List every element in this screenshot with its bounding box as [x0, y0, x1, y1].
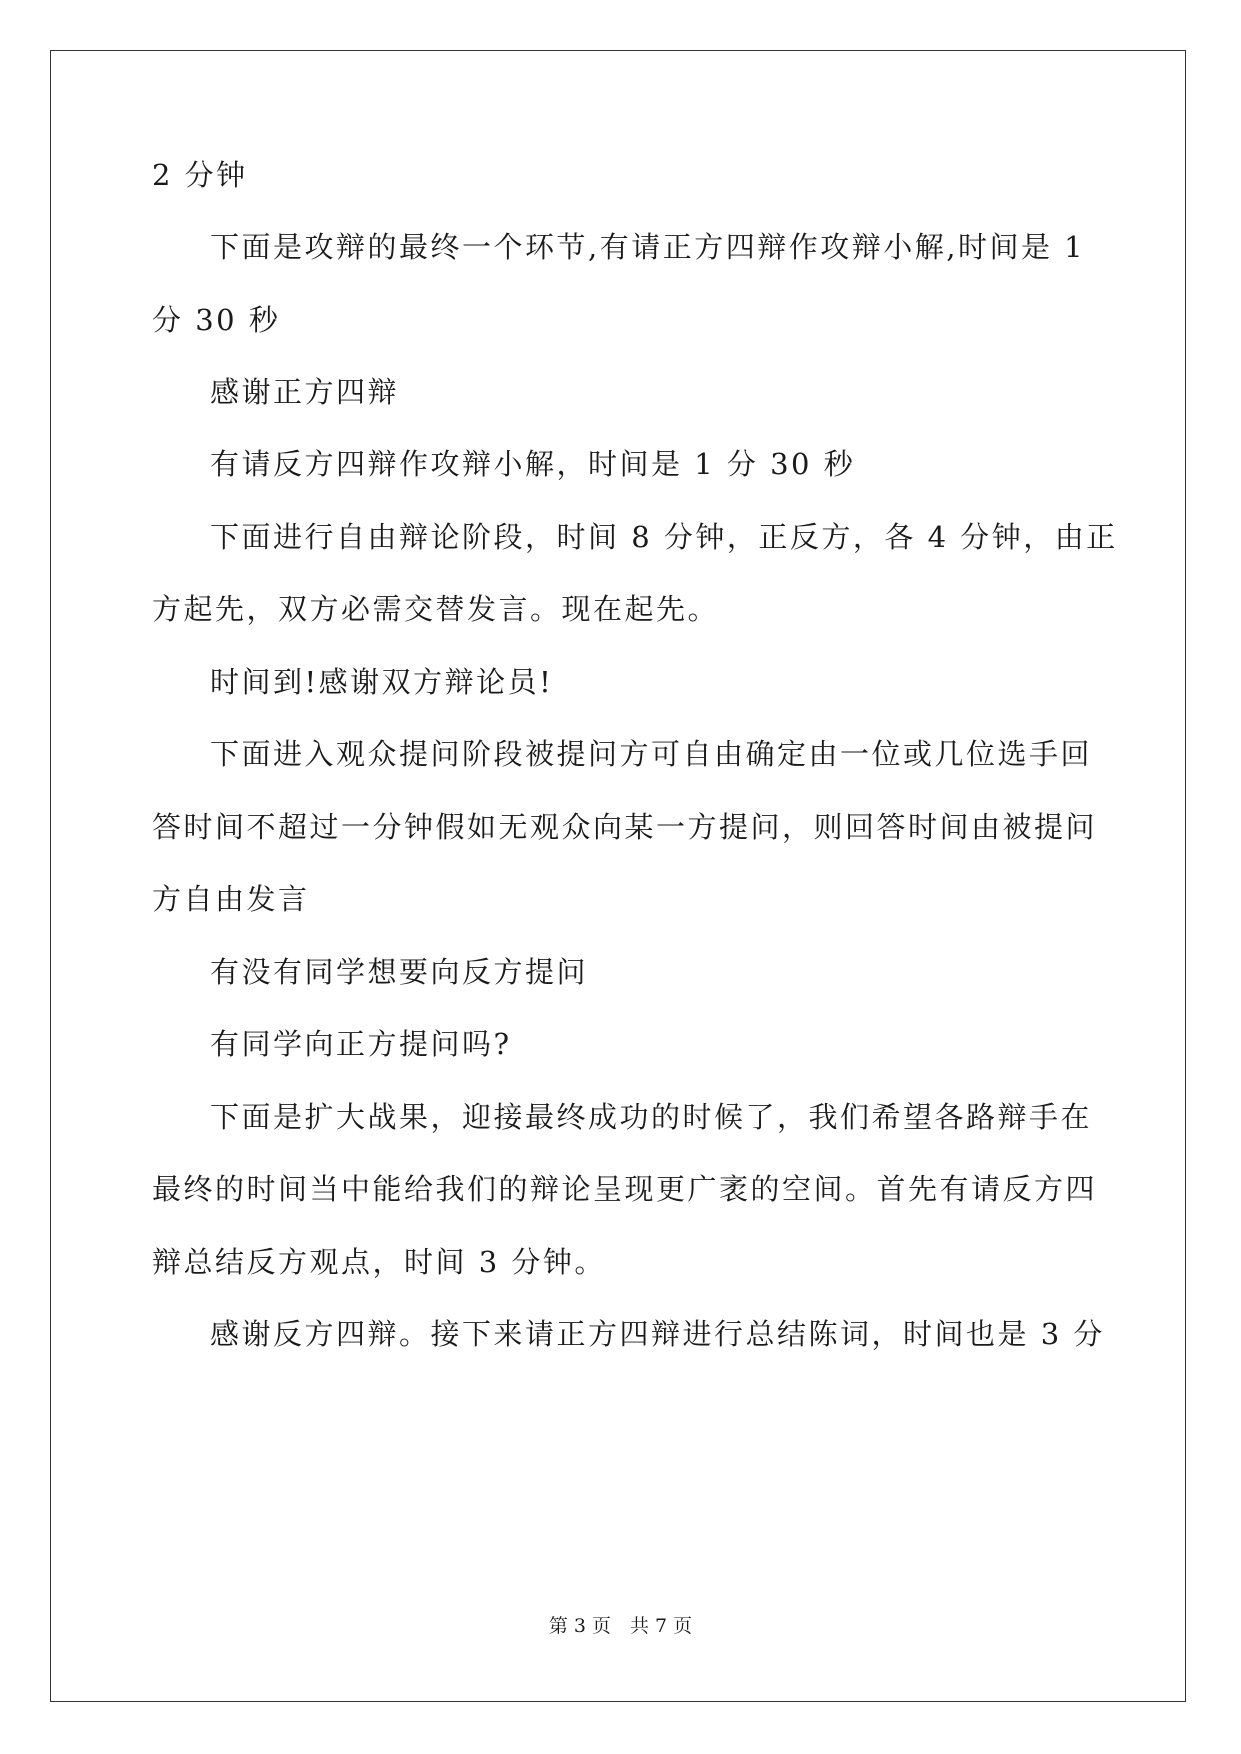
page-number-footer: 第 3 页 共 7 页	[548, 1615, 693, 1637]
text-line: 有请反方四辩作攻辩小解，时间是 1 分 30 秒	[210, 447, 856, 481]
text-line: 时间到!感谢双方辩论员!	[210, 665, 554, 699]
text-line: 下面进入观众提问阶段被提问方可自由确定由一位或几位选手回	[210, 737, 1093, 771]
text-line: 方自由发言	[152, 882, 310, 916]
text-line: 有没有同学想要向反方提问	[210, 955, 589, 989]
text-line: 答时间不超过一分钟假如无观众向某一方提问，则回答时间由被提问	[152, 810, 1098, 844]
text-line: 感谢正方四辩	[210, 375, 400, 409]
page-border	[50, 50, 1186, 1702]
text-line: 下面进行自由辩论阶段，时间 8 分钟，正反方，各 4 分钟，由正	[210, 520, 1118, 554]
text-line: 2 分钟	[152, 158, 248, 192]
text-line: 辩总结反方观点，时间 3 分钟。	[152, 1245, 606, 1279]
text-line: 有同学向正方提问吗?	[210, 1027, 512, 1061]
text-line: 下面是攻辩的最终一个环节,有请正方四辩作攻辩小解,时间是 1	[210, 230, 1086, 264]
text-line: 感谢反方四辩。接下来请正方四辩进行总结陈词，时间也是 3 分	[210, 1317, 1105, 1351]
text-line: 分 30 秒	[152, 303, 281, 337]
text-line: 下面是扩大战果，迎接最终成功的时候了，我们希望各路辩手在	[210, 1100, 1093, 1134]
text-line: 方起先，双方必需交替发言。现在起先。	[152, 592, 720, 626]
text-line: 最终的时间当中能给我们的辩论呈现更广袤的空间。首先有请反方四	[152, 1172, 1098, 1206]
